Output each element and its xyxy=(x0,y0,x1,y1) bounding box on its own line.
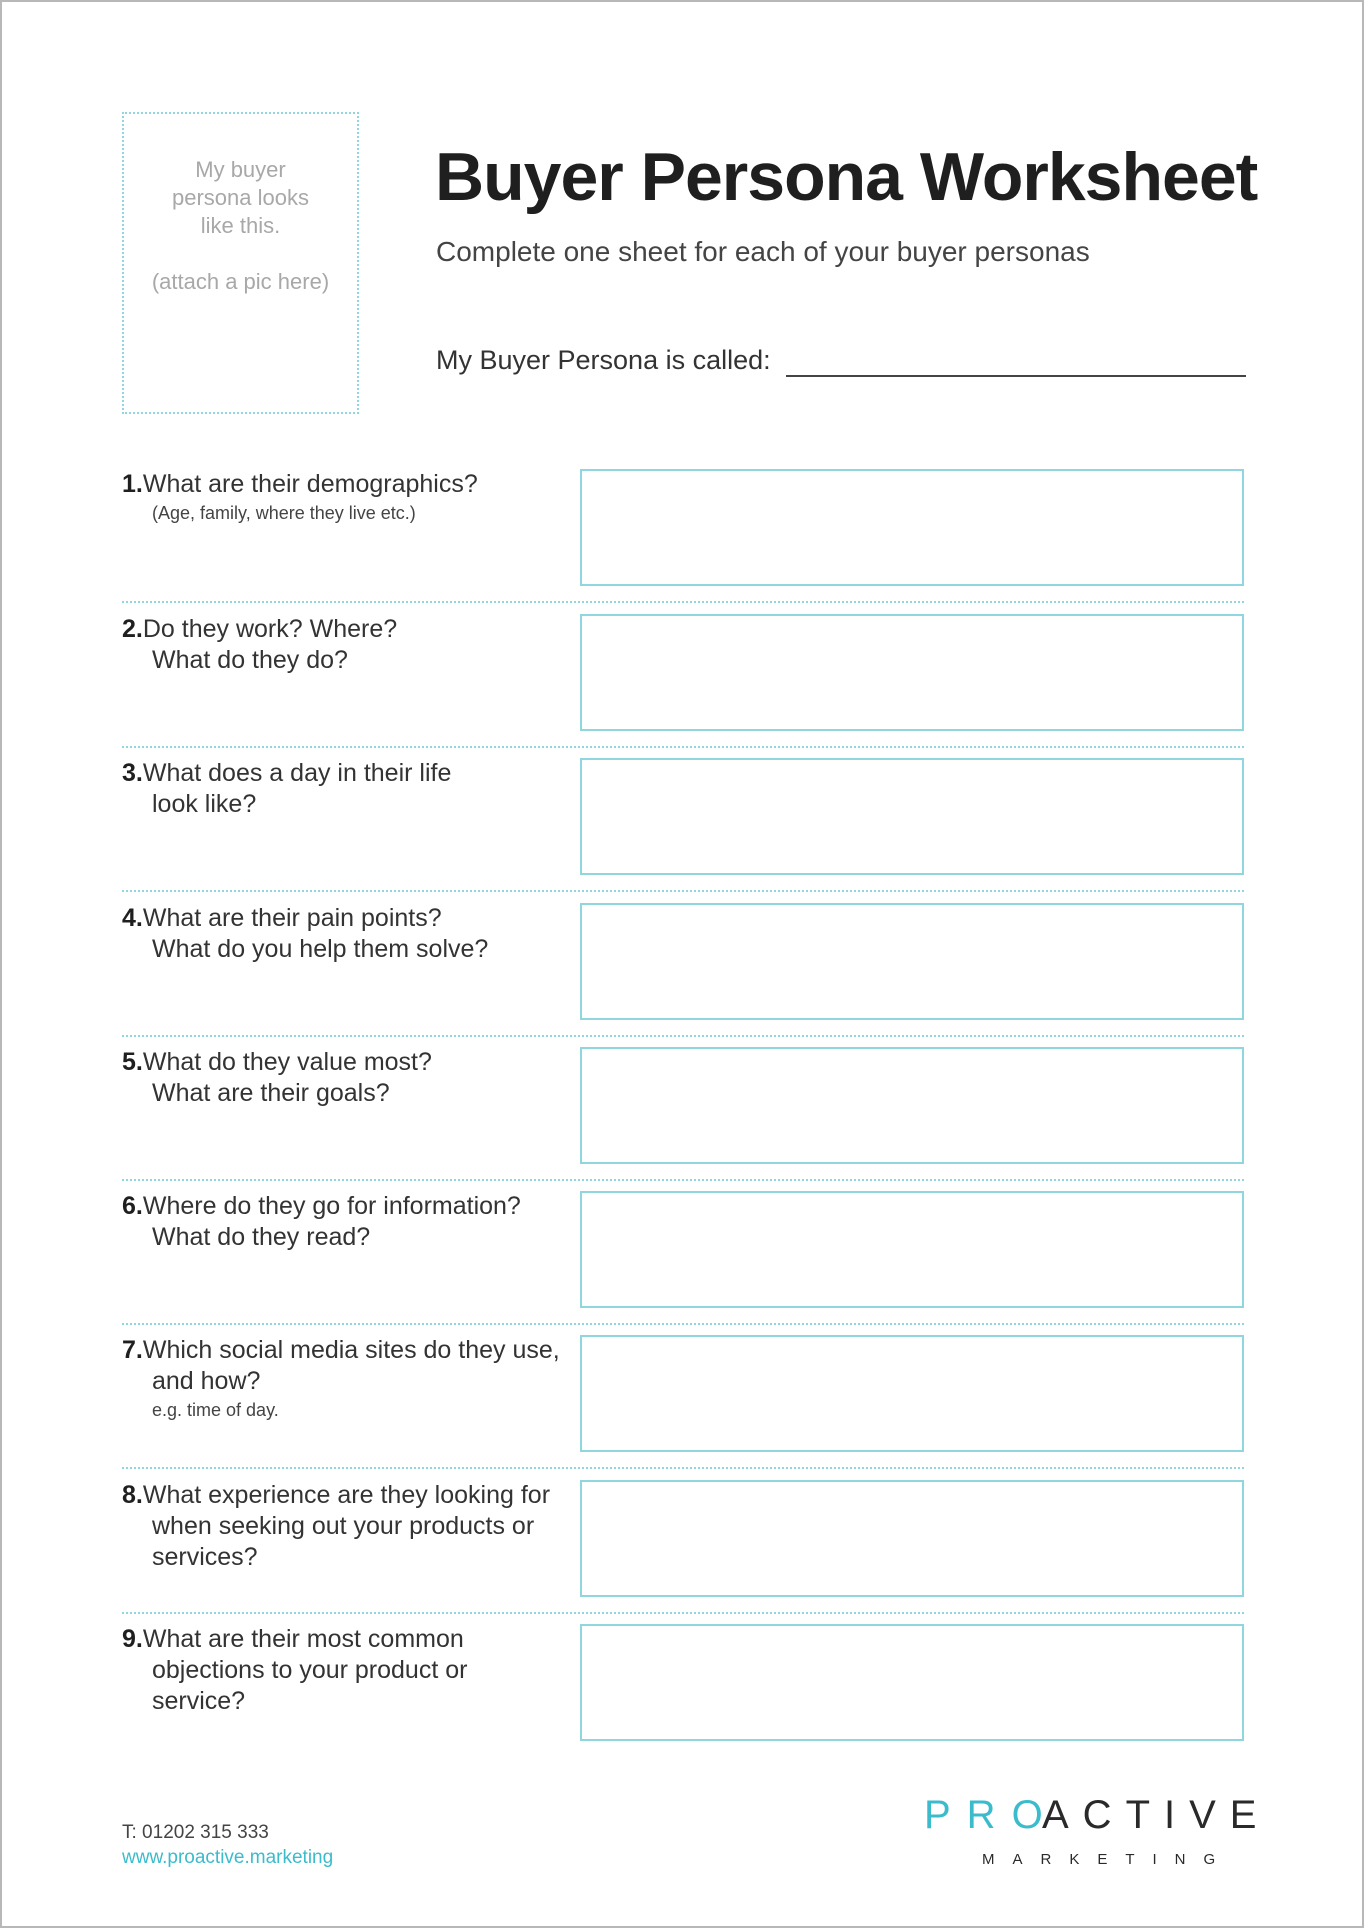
question-line-text: What do they do? xyxy=(152,646,348,674)
question-line xyxy=(122,1047,572,1078)
question-line-text: What do they read? xyxy=(152,1223,371,1251)
question-row xyxy=(122,1047,1244,1192)
question-line-text: What are their goals? xyxy=(152,1079,390,1107)
answer-box[interactable] xyxy=(580,758,1244,875)
question-number: 8. xyxy=(122,1481,143,1509)
question-line xyxy=(122,1624,572,1655)
question-line-text: services? xyxy=(152,1543,258,1571)
question-line xyxy=(122,614,572,645)
logo-word-accent: PRO xyxy=(924,1793,1059,1837)
logo-word-main: ACTIVE xyxy=(1042,1793,1271,1837)
question-line-text: What experience are they looking for xyxy=(142,1481,551,1509)
question-text xyxy=(122,1191,572,1253)
question-number: 3. xyxy=(122,759,143,787)
question-number: 7. xyxy=(122,1336,143,1364)
logo-tagline: MARKETING xyxy=(982,1851,1234,1868)
question-line-text: Which social media sites do they use, xyxy=(142,1336,560,1364)
question-line-text: look like? xyxy=(152,790,257,818)
question-number: 4. xyxy=(122,904,143,932)
dotted-divider xyxy=(122,601,1244,603)
question-number: 9. xyxy=(122,1625,143,1653)
question-line xyxy=(122,469,572,500)
photo-caption-line: My buyer xyxy=(195,157,286,182)
question-line xyxy=(122,1191,572,1222)
question-line xyxy=(122,645,572,676)
dotted-divider xyxy=(122,1323,1244,1325)
answer-box[interactable] xyxy=(580,903,1244,1020)
question-text xyxy=(122,1335,572,1423)
question-line-text: What are their pain points? xyxy=(142,904,442,932)
question-hint: e.g. time of day. xyxy=(152,1400,279,1420)
question-text xyxy=(122,614,572,676)
question-line xyxy=(122,1655,572,1686)
question-number: 5. xyxy=(122,1048,143,1076)
answer-box[interactable] xyxy=(580,1480,1244,1597)
footer-website-link[interactable]: www.proactive.marketing xyxy=(122,1847,334,1868)
proactive-marketing-logo xyxy=(922,1788,1271,1868)
question-text xyxy=(122,903,572,965)
question-number: 6. xyxy=(122,1192,143,1220)
question-line-text: when seeking out your products or xyxy=(152,1512,535,1540)
question-row xyxy=(122,1624,1244,1769)
photo-caption-line: like this. xyxy=(200,213,281,238)
question-row xyxy=(122,1480,1244,1625)
question-row xyxy=(122,1335,1244,1480)
answer-box[interactable] xyxy=(580,614,1244,731)
answer-box[interactable] xyxy=(580,1191,1244,1308)
question-line xyxy=(122,789,572,820)
question-hint: (Age, family, where they live etc.) xyxy=(152,503,416,523)
answer-box[interactable] xyxy=(580,1335,1244,1452)
dotted-divider xyxy=(122,1612,1244,1614)
question-number: 2. xyxy=(122,615,143,643)
question-row xyxy=(122,469,1244,614)
answer-box[interactable] xyxy=(580,1047,1244,1164)
question-number: 1. xyxy=(122,470,143,498)
persona-photo-placeholder[interactable] xyxy=(122,112,359,414)
question-line-text: What does a day in their life xyxy=(142,759,452,787)
footer-phone: T: 01202 315 333 xyxy=(122,1822,269,1843)
question-line xyxy=(122,1366,572,1397)
question-line-text: Do they work? Where? xyxy=(142,615,398,643)
question-line xyxy=(122,1222,572,1253)
question-row xyxy=(122,614,1244,759)
dotted-divider xyxy=(122,890,1244,892)
dotted-divider xyxy=(122,746,1244,748)
persona-name-field[interactable] xyxy=(786,375,1246,377)
persona-name-label: My Buyer Persona is called: xyxy=(436,345,771,375)
question-line xyxy=(122,1511,572,1542)
question-line xyxy=(122,1335,572,1366)
dotted-divider xyxy=(122,1035,1244,1037)
page-title: Buyer Persona Worksheet xyxy=(435,139,1258,215)
answer-box[interactable] xyxy=(580,1624,1244,1741)
photo-placeholder-text xyxy=(124,156,357,296)
question-line-text: What are their most common xyxy=(142,1625,464,1653)
question-text xyxy=(122,469,572,526)
question-line-text: and how? xyxy=(152,1367,261,1395)
photo-attach-hint: (attach a pic here) xyxy=(151,269,330,294)
dotted-divider xyxy=(122,1179,1244,1181)
question-line-text: service? xyxy=(152,1687,246,1715)
photo-caption-line: persona looks xyxy=(172,185,309,210)
question-line xyxy=(122,758,572,789)
question-text xyxy=(122,758,572,820)
page-subtitle: Complete one sheet for each of your buyer personas xyxy=(436,236,1090,267)
question-row xyxy=(122,758,1244,903)
question-text xyxy=(122,1480,572,1573)
question-text xyxy=(122,1624,572,1717)
question-row xyxy=(122,903,1244,1048)
question-line-text: objections to your product or xyxy=(152,1656,468,1684)
question-line-text: What do you help them solve? xyxy=(152,935,489,963)
question-text xyxy=(122,1047,572,1109)
question-line-text: What are their demographics? xyxy=(142,470,478,498)
question-line xyxy=(122,934,572,965)
question-line xyxy=(122,1686,572,1717)
question-line xyxy=(122,1542,572,1573)
question-line-text: What do they value most? xyxy=(142,1048,432,1076)
question-line xyxy=(122,1480,572,1511)
question-line-text: Where do they go for information? xyxy=(142,1192,521,1220)
question-line xyxy=(122,1078,572,1109)
answer-box[interactable] xyxy=(580,469,1244,586)
question-row xyxy=(122,1191,1244,1336)
dotted-divider xyxy=(122,1467,1244,1469)
question-line xyxy=(122,903,572,934)
